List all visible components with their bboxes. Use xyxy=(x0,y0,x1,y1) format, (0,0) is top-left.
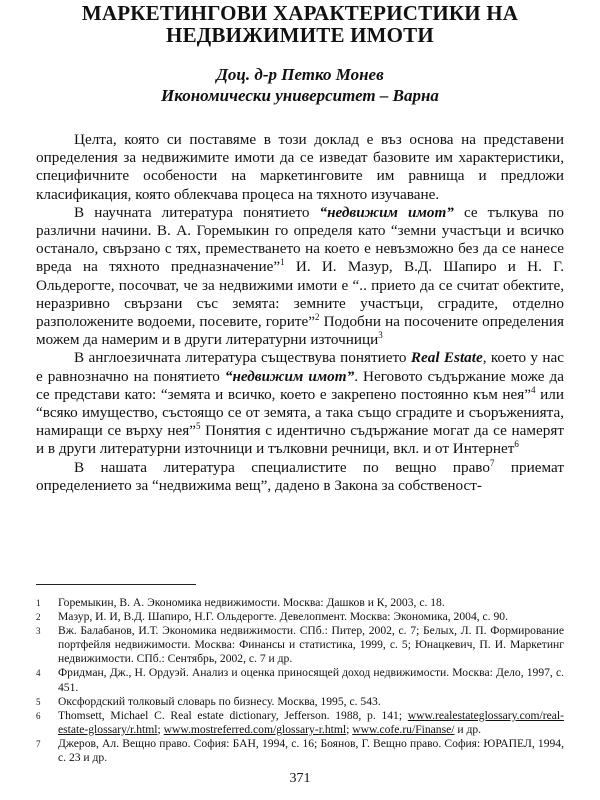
footnote-ref-6: 6 xyxy=(514,439,519,450)
footnote-ref-5: 5 xyxy=(195,421,201,432)
term-real-estate: Real Estate xyxy=(410,349,483,367)
footnote-text: Мазур, И. И, В.Д. Шапиро, Н.Г. Ольдерогте. Девелопмент. Москва: Экономика, 2004, с. 90. xyxy=(58,610,508,624)
paper-title xyxy=(0,2,600,46)
footnote-5 xyxy=(36,695,564,709)
footnote-text xyxy=(58,709,564,737)
footnote-text: Оксфордский толковый словарь по бизнесу. Москва, 1995, с. 543. xyxy=(58,694,381,708)
paragraph-3 xyxy=(36,349,564,458)
text-run: , което у нас е равнозначно на понятието xyxy=(36,349,564,385)
footnote-ref-4: 4 xyxy=(531,384,536,395)
text-run: В научната литература понятието xyxy=(74,203,320,221)
term-nedvizhim-imot: “недвижим имот” xyxy=(224,367,355,385)
footnote-ref-7: 7 xyxy=(489,457,495,468)
footnote-2 xyxy=(36,610,564,624)
page-number: 371 xyxy=(289,771,311,786)
footnote-ref-1: 1 xyxy=(280,257,285,268)
footnote-number: 3 xyxy=(36,626,41,637)
footnote-6 xyxy=(36,709,564,737)
footnote-ref-2: 2 xyxy=(315,311,320,322)
term-nedvizhim-imot: “недвижим имот” xyxy=(319,203,454,221)
text-run: се тълкува по различни начини. В. А. Горемыкин го определя като “земни участъци и всичко останало, свързано с тях, преместването на което е невъзможно без да се нанесе вреда на тяхното предназначение” xyxy=(36,203,564,276)
text-run: В англоезичната литература съществува понятието xyxy=(74,349,411,367)
footnote-number: 1 xyxy=(36,598,41,608)
text-run: . Неговото съдържание може да се представи като: “земята и всичко, което е закрепено постоянно към нея” xyxy=(36,367,564,403)
footnote-separator xyxy=(36,584,196,585)
text-run: Подобни на посочените определения можем да намерим и в други литературни източници xyxy=(36,313,564,349)
footnote-link[interactable]: www.mostreferred.com/glossary-r.html xyxy=(163,722,347,736)
footnote-text: Вж. Балабанов, И.Т. Экономика недвижимости. СПб.: Питер, 2002, с. 7; Белых, Л. П. Формирование портфейля недвижимости. Москва: Финансы и статистика, 1999, с. 5; Юнацкевич, П. И. Маркетинг недвижимости. СПб.: Сентябрь, 2002, с. 7 и др. xyxy=(58,624,564,666)
text-run: Понятия с идентично съдържание могат да се намерят и в други литературни източници и тълковни речници, вкл. и от Интернет xyxy=(36,422,564,458)
footnotes xyxy=(36,596,564,765)
footnote-text: Фридман, Дж., Н. Ордуэй. Анализ и оценка приносящей доход недвижимости. Москва: Дело, 1997, с. 451. xyxy=(58,666,564,694)
footnote-7 xyxy=(36,737,564,765)
footnote-number: 2 xyxy=(36,612,41,623)
footnote-number: 6 xyxy=(36,710,41,721)
text-run: В нашата литература специалистите по вещно право xyxy=(74,458,490,476)
paragraph-1: Целта, която си поставяме в този доклад е въз основа на представени определения за недвижимите имоти да се изведат базовите им характеристики, специфичните особености на маркетинговите им равнища и предложи класификация, която облекчава процеса на тяхното изучаване. xyxy=(36,131,564,203)
text-run: ; xyxy=(346,722,353,736)
footnote-link[interactable]: www.cofe.ru/Finanse/ xyxy=(352,722,455,736)
footnote-text: Джеров, Ал. Вещно право. София: БАН, 1994, с. 16; Боянов, Г. Вещно право. София: ЮРАПЕЛ, 1994, с. 23 и др. xyxy=(58,736,564,765)
author-affiliation: Икономически университет – Варна xyxy=(161,86,439,105)
paragraph-4 xyxy=(36,459,564,495)
footnote-number: 4 xyxy=(36,668,41,679)
footnote-link[interactable]: www.realestateglossary.com/real-estate-glossary/r.html xyxy=(58,708,564,736)
footnote-4 xyxy=(36,666,564,694)
text-run: приемат определението за “недвижима вещ”, дадено в Закона за собственост- xyxy=(36,458,564,494)
text-run: И. И. Мазур, В.Д. Шапиро и Н. Г. Ольдерогте, посочват, че за недвижими имоти е “.. прието да се считат обектите, неразривно свързани със земята: земните участъци, сградите, отделно разположените водоеми, посевите, горите” xyxy=(36,258,564,331)
footnote-number: 5 xyxy=(36,696,41,707)
footnote-ref-3: 3 xyxy=(378,330,383,341)
footnote-number: 7 xyxy=(36,738,41,749)
paragraph-2 xyxy=(36,204,564,350)
footnote-text: Горемыкин, В. А. Экономика недвижимости. Москва: Дашков и К, 2003, с. 18. xyxy=(58,596,445,609)
text-run: и др. xyxy=(454,722,482,736)
title-line-2: НЕДВИЖИМИТЕ ИМОТИ xyxy=(166,23,434,47)
text-run: Thomsett, Michael C. Real estate dictionary, Jefferson. 1988, p. 141; xyxy=(58,708,408,722)
text-run: ; xyxy=(157,722,164,736)
text-run: или “всяко имущество, състоящо се от земята, а така също сградите и съоръженията, намиращи се върху нея” xyxy=(36,385,564,440)
footnote-1 xyxy=(36,596,564,610)
author-name: Доц. д-р Петко Монев xyxy=(216,65,384,84)
title-line-1: МАРКЕТИНГОВИ ХАРАКТЕРИСТИКИ НА xyxy=(81,1,519,25)
body-text xyxy=(36,131,564,495)
author-block xyxy=(0,64,600,106)
footnote-3 xyxy=(36,624,564,666)
